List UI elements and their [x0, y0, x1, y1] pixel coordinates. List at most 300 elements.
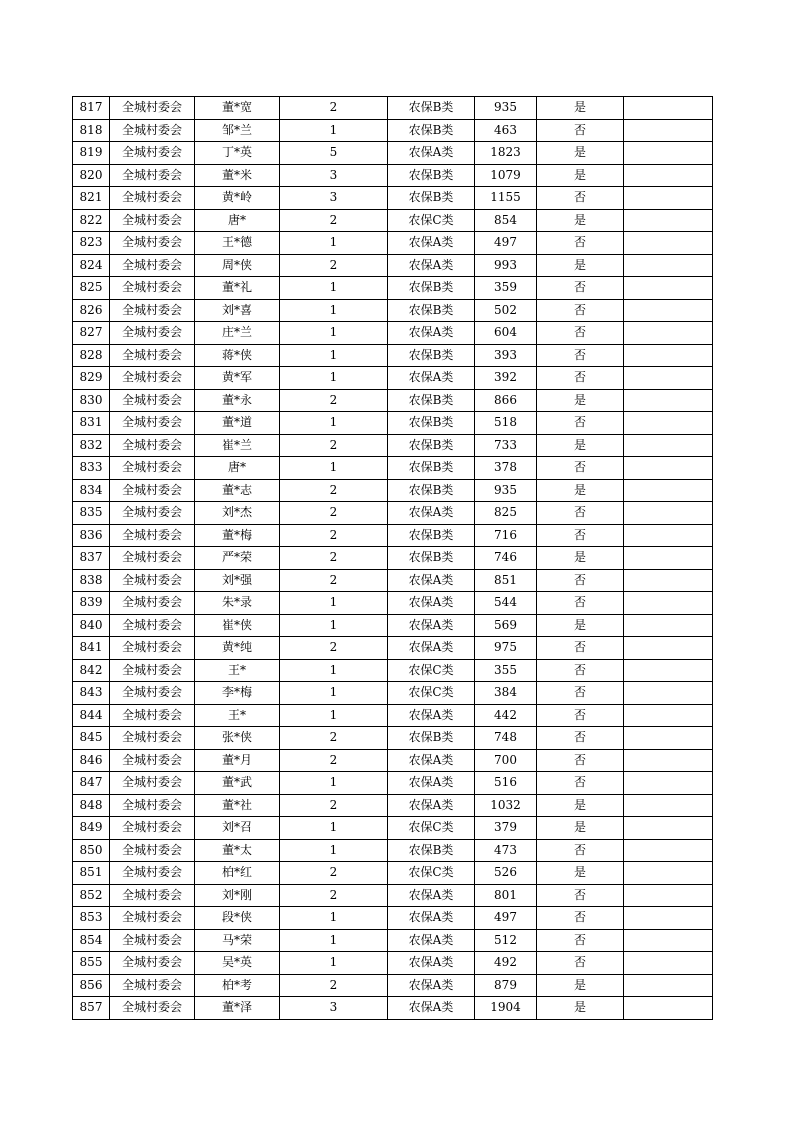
household-size-cell: 1	[280, 412, 388, 435]
village-committee-cell: 全城村委会	[110, 974, 195, 997]
insurance-category-cell: 农保B类	[388, 119, 475, 142]
household-size-cell: 1	[280, 322, 388, 345]
remark-cell	[624, 704, 713, 727]
table-row	[73, 502, 713, 525]
remark-cell	[624, 434, 713, 457]
amount-cell: 518	[475, 412, 537, 435]
remark-cell	[624, 682, 713, 705]
row-number-cell: 831	[73, 412, 110, 435]
row-number-cell: 843	[73, 682, 110, 705]
remark-cell	[624, 817, 713, 840]
village-committee-cell: 全城村委会	[110, 682, 195, 705]
amount-cell: 393	[475, 344, 537, 367]
household-size-cell: 1	[280, 952, 388, 975]
flag-cell: 否	[537, 907, 624, 930]
insurance-category-cell: 农保A类	[388, 772, 475, 795]
table-row	[73, 884, 713, 907]
insurance-category-cell: 农保B类	[388, 344, 475, 367]
household-size-cell: 1	[280, 299, 388, 322]
village-committee-cell: 全城村委会	[110, 749, 195, 772]
remark-cell	[624, 187, 713, 210]
remark-cell	[624, 794, 713, 817]
row-number-cell: 841	[73, 637, 110, 660]
household-size-cell: 2	[280, 547, 388, 570]
flag-cell: 是	[537, 547, 624, 570]
name-cell: 黄*岭	[195, 187, 280, 210]
insurance-category-cell: 农保B类	[388, 97, 475, 120]
roster-table	[72, 96, 713, 1020]
remark-cell	[624, 907, 713, 930]
name-cell: 黄*纯	[195, 637, 280, 660]
table-row	[73, 254, 713, 277]
name-cell: 刘*刚	[195, 884, 280, 907]
row-number-cell: 830	[73, 389, 110, 412]
insurance-category-cell: 农保B类	[388, 479, 475, 502]
row-number-cell: 833	[73, 457, 110, 480]
village-committee-cell: 全城村委会	[110, 389, 195, 412]
name-cell: 董*宽	[195, 97, 280, 120]
table-row	[73, 412, 713, 435]
remark-cell	[624, 142, 713, 165]
row-number-cell: 838	[73, 569, 110, 592]
amount-cell: 392	[475, 367, 537, 390]
insurance-category-cell: 农保A类	[388, 232, 475, 255]
household-size-cell: 2	[280, 209, 388, 232]
remark-cell	[624, 862, 713, 885]
village-committee-cell: 全城村委会	[110, 119, 195, 142]
row-number-cell: 825	[73, 277, 110, 300]
household-size-cell: 2	[280, 524, 388, 547]
amount-cell: 497	[475, 907, 537, 930]
insurance-category-cell: 农保B类	[388, 839, 475, 862]
village-committee-cell: 全城村委会	[110, 142, 195, 165]
household-size-cell: 1	[280, 614, 388, 637]
village-committee-cell: 全城村委会	[110, 637, 195, 660]
table-row	[73, 232, 713, 255]
row-number-cell: 852	[73, 884, 110, 907]
village-committee-cell: 全城村委会	[110, 839, 195, 862]
table-row	[73, 592, 713, 615]
flag-cell: 否	[537, 119, 624, 142]
row-number-cell: 855	[73, 952, 110, 975]
amount-cell: 879	[475, 974, 537, 997]
table-row	[73, 457, 713, 480]
village-committee-cell: 全城村委会	[110, 524, 195, 547]
household-size-cell: 2	[280, 569, 388, 592]
table-row	[73, 929, 713, 952]
flag-cell: 否	[537, 232, 624, 255]
name-cell: 黄*军	[195, 367, 280, 390]
remark-cell	[624, 119, 713, 142]
amount-cell: 512	[475, 929, 537, 952]
village-committee-cell: 全城村委会	[110, 884, 195, 907]
flag-cell: 否	[537, 277, 624, 300]
insurance-category-cell: 农保A类	[388, 794, 475, 817]
amount-cell: 516	[475, 772, 537, 795]
village-committee-cell: 全城村委会	[110, 952, 195, 975]
row-number-cell: 846	[73, 749, 110, 772]
amount-cell: 700	[475, 749, 537, 772]
flag-cell: 否	[537, 502, 624, 525]
row-number-cell: 837	[73, 547, 110, 570]
remark-cell	[624, 209, 713, 232]
flag-cell: 是	[537, 817, 624, 840]
row-number-cell: 850	[73, 839, 110, 862]
amount-cell: 851	[475, 569, 537, 592]
name-cell: 严*荣	[195, 547, 280, 570]
insurance-category-cell: 农保B类	[388, 412, 475, 435]
flag-cell: 是	[537, 974, 624, 997]
insurance-category-cell: 农保A类	[388, 367, 475, 390]
village-committee-cell: 全城村委会	[110, 614, 195, 637]
amount-cell: 801	[475, 884, 537, 907]
row-number-cell: 847	[73, 772, 110, 795]
insurance-category-cell: 农保B类	[388, 727, 475, 750]
name-cell: 吴*英	[195, 952, 280, 975]
remark-cell	[624, 412, 713, 435]
row-number-cell: 820	[73, 164, 110, 187]
household-size-cell: 1	[280, 772, 388, 795]
table-row	[73, 659, 713, 682]
household-size-cell: 2	[280, 974, 388, 997]
amount-cell: 378	[475, 457, 537, 480]
amount-cell: 604	[475, 322, 537, 345]
table-row	[73, 704, 713, 727]
name-cell: 柏*红	[195, 862, 280, 885]
name-cell: 刘*杰	[195, 502, 280, 525]
insurance-category-cell: 农保A类	[388, 974, 475, 997]
table-row	[73, 187, 713, 210]
name-cell: 庄*兰	[195, 322, 280, 345]
village-committee-cell: 全城村委会	[110, 569, 195, 592]
row-number-cell: 840	[73, 614, 110, 637]
amount-cell: 1032	[475, 794, 537, 817]
amount-cell: 733	[475, 434, 537, 457]
household-size-cell: 1	[280, 704, 388, 727]
insurance-category-cell: 农保B类	[388, 164, 475, 187]
insurance-category-cell: 农保A类	[388, 614, 475, 637]
flag-cell: 否	[537, 749, 624, 772]
amount-cell: 975	[475, 637, 537, 660]
household-size-cell: 2	[280, 862, 388, 885]
flag-cell: 否	[537, 457, 624, 480]
household-size-cell: 3	[280, 997, 388, 1020]
remark-cell	[624, 344, 713, 367]
insurance-category-cell: 农保B类	[388, 457, 475, 480]
remark-cell	[624, 592, 713, 615]
roster-body	[73, 97, 713, 1020]
remark-cell	[624, 772, 713, 795]
village-committee-cell: 全城村委会	[110, 254, 195, 277]
remark-cell	[624, 637, 713, 660]
amount-cell: 1079	[475, 164, 537, 187]
name-cell: 董*社	[195, 794, 280, 817]
name-cell: 刘*强	[195, 569, 280, 592]
row-number-cell: 817	[73, 97, 110, 120]
insurance-category-cell: 农保A类	[388, 704, 475, 727]
name-cell: 董*道	[195, 412, 280, 435]
table-row	[73, 119, 713, 142]
village-committee-cell: 全城村委会	[110, 457, 195, 480]
name-cell: 董*武	[195, 772, 280, 795]
household-size-cell: 2	[280, 479, 388, 502]
flag-cell: 是	[537, 434, 624, 457]
village-committee-cell: 全城村委会	[110, 164, 195, 187]
flag-cell: 否	[537, 727, 624, 750]
remark-cell	[624, 749, 713, 772]
insurance-category-cell: 农保A类	[388, 997, 475, 1020]
remark-cell	[624, 232, 713, 255]
flag-cell: 否	[537, 839, 624, 862]
flag-cell: 是	[537, 164, 624, 187]
amount-cell: 463	[475, 119, 537, 142]
row-number-cell: 856	[73, 974, 110, 997]
insurance-category-cell: 农保A类	[388, 929, 475, 952]
amount-cell: 569	[475, 614, 537, 637]
insurance-category-cell: 农保A类	[388, 637, 475, 660]
village-committee-cell: 全城村委会	[110, 412, 195, 435]
table-row	[73, 569, 713, 592]
row-number-cell: 854	[73, 929, 110, 952]
table-row	[73, 434, 713, 457]
flag-cell: 否	[537, 772, 624, 795]
name-cell: 董*月	[195, 749, 280, 772]
household-size-cell: 1	[280, 929, 388, 952]
amount-cell: 1904	[475, 997, 537, 1020]
table-row	[73, 907, 713, 930]
name-cell: 王*	[195, 704, 280, 727]
flag-cell: 否	[537, 952, 624, 975]
name-cell: 邹*兰	[195, 119, 280, 142]
row-number-cell: 824	[73, 254, 110, 277]
flag-cell: 是	[537, 479, 624, 502]
insurance-category-cell: 农保C类	[388, 682, 475, 705]
remark-cell	[624, 479, 713, 502]
row-number-cell: 842	[73, 659, 110, 682]
amount-cell: 716	[475, 524, 537, 547]
flag-cell: 否	[537, 682, 624, 705]
amount-cell: 935	[475, 97, 537, 120]
table-row	[73, 952, 713, 975]
village-committee-cell: 全城村委会	[110, 862, 195, 885]
insurance-category-cell: 农保B类	[388, 299, 475, 322]
name-cell: 唐*	[195, 457, 280, 480]
flag-cell: 否	[537, 704, 624, 727]
household-size-cell: 1	[280, 457, 388, 480]
flag-cell: 否	[537, 322, 624, 345]
name-cell: 董*太	[195, 839, 280, 862]
village-committee-cell: 全城村委会	[110, 187, 195, 210]
village-committee-cell: 全城村委会	[110, 704, 195, 727]
table-row	[73, 682, 713, 705]
amount-cell: 1155	[475, 187, 537, 210]
village-committee-cell: 全城村委会	[110, 232, 195, 255]
household-size-cell: 5	[280, 142, 388, 165]
household-size-cell: 1	[280, 907, 388, 930]
remark-cell	[624, 929, 713, 952]
remark-cell	[624, 547, 713, 570]
insurance-category-cell: 农保A类	[388, 142, 475, 165]
amount-cell: 384	[475, 682, 537, 705]
insurance-category-cell: 农保C类	[388, 862, 475, 885]
table-row	[73, 614, 713, 637]
household-size-cell: 2	[280, 749, 388, 772]
remark-cell	[624, 952, 713, 975]
village-committee-cell: 全城村委会	[110, 479, 195, 502]
village-committee-cell: 全城村委会	[110, 997, 195, 1020]
row-number-cell: 835	[73, 502, 110, 525]
row-number-cell: 832	[73, 434, 110, 457]
name-cell: 王*	[195, 659, 280, 682]
village-committee-cell: 全城村委会	[110, 727, 195, 750]
name-cell: 张*侠	[195, 727, 280, 750]
amount-cell: 502	[475, 299, 537, 322]
name-cell: 王*德	[195, 232, 280, 255]
flag-cell: 否	[537, 637, 624, 660]
household-size-cell: 3	[280, 187, 388, 210]
name-cell: 蒋*侠	[195, 344, 280, 367]
village-committee-cell: 全城村委会	[110, 794, 195, 817]
remark-cell	[624, 839, 713, 862]
flag-cell: 否	[537, 412, 624, 435]
village-committee-cell: 全城村委会	[110, 502, 195, 525]
row-number-cell: 857	[73, 997, 110, 1020]
insurance-category-cell: 农保A类	[388, 952, 475, 975]
row-number-cell: 836	[73, 524, 110, 547]
village-committee-cell: 全城村委会	[110, 97, 195, 120]
name-cell: 唐*	[195, 209, 280, 232]
name-cell: 董*礼	[195, 277, 280, 300]
row-number-cell: 829	[73, 367, 110, 390]
flag-cell: 否	[537, 884, 624, 907]
table-row	[73, 389, 713, 412]
amount-cell: 442	[475, 704, 537, 727]
row-number-cell: 848	[73, 794, 110, 817]
household-size-cell: 2	[280, 502, 388, 525]
flag-cell: 否	[537, 524, 624, 547]
village-committee-cell: 全城村委会	[110, 322, 195, 345]
household-size-cell: 2	[280, 97, 388, 120]
amount-cell: 1823	[475, 142, 537, 165]
row-number-cell: 851	[73, 862, 110, 885]
amount-cell: 355	[475, 659, 537, 682]
row-number-cell: 823	[73, 232, 110, 255]
insurance-category-cell: 农保B类	[388, 434, 475, 457]
flag-cell: 是	[537, 389, 624, 412]
table-row	[73, 637, 713, 660]
insurance-category-cell: 农保A类	[388, 254, 475, 277]
flag-cell: 否	[537, 187, 624, 210]
row-number-cell: 821	[73, 187, 110, 210]
insurance-category-cell: 农保A类	[388, 749, 475, 772]
remark-cell	[624, 614, 713, 637]
table-row	[73, 817, 713, 840]
table-row	[73, 862, 713, 885]
row-number-cell: 822	[73, 209, 110, 232]
amount-cell: 526	[475, 862, 537, 885]
household-size-cell: 1	[280, 344, 388, 367]
insurance-category-cell: 农保B类	[388, 524, 475, 547]
village-committee-cell: 全城村委会	[110, 367, 195, 390]
name-cell: 李*梅	[195, 682, 280, 705]
name-cell: 崔*兰	[195, 434, 280, 457]
insurance-category-cell: 农保A类	[388, 502, 475, 525]
flag-cell: 否	[537, 592, 624, 615]
name-cell: 崔*侠	[195, 614, 280, 637]
name-cell: 刘*喜	[195, 299, 280, 322]
amount-cell: 379	[475, 817, 537, 840]
village-committee-cell: 全城村委会	[110, 434, 195, 457]
flag-cell: 是	[537, 997, 624, 1020]
household-size-cell: 2	[280, 794, 388, 817]
table-row	[73, 164, 713, 187]
row-number-cell: 853	[73, 907, 110, 930]
name-cell: 董*志	[195, 479, 280, 502]
village-committee-cell: 全城村委会	[110, 344, 195, 367]
insurance-category-cell: 农保C类	[388, 659, 475, 682]
insurance-category-cell: 农保A类	[388, 907, 475, 930]
village-committee-cell: 全城村委会	[110, 592, 195, 615]
row-number-cell: 818	[73, 119, 110, 142]
amount-cell: 866	[475, 389, 537, 412]
remark-cell	[624, 569, 713, 592]
flag-cell: 是	[537, 614, 624, 637]
name-cell: 马*荣	[195, 929, 280, 952]
table-row	[73, 794, 713, 817]
table-row	[73, 524, 713, 547]
household-size-cell: 2	[280, 254, 388, 277]
amount-cell: 854	[475, 209, 537, 232]
row-number-cell: 834	[73, 479, 110, 502]
remark-cell	[624, 299, 713, 322]
household-size-cell: 1	[280, 817, 388, 840]
table-row	[73, 974, 713, 997]
village-committee-cell: 全城村委会	[110, 209, 195, 232]
remark-cell	[624, 367, 713, 390]
amount-cell: 473	[475, 839, 537, 862]
amount-cell: 993	[475, 254, 537, 277]
remark-cell	[624, 997, 713, 1020]
household-size-cell: 1	[280, 592, 388, 615]
row-number-cell: 826	[73, 299, 110, 322]
household-size-cell: 1	[280, 659, 388, 682]
village-committee-cell: 全城村委会	[110, 929, 195, 952]
remark-cell	[624, 164, 713, 187]
insurance-category-cell: 农保C类	[388, 817, 475, 840]
remark-cell	[624, 502, 713, 525]
table-row	[73, 839, 713, 862]
amount-cell: 497	[475, 232, 537, 255]
remark-cell	[624, 254, 713, 277]
remark-cell	[624, 277, 713, 300]
household-size-cell: 1	[280, 682, 388, 705]
amount-cell: 359	[475, 277, 537, 300]
row-number-cell: 819	[73, 142, 110, 165]
amount-cell: 746	[475, 547, 537, 570]
insurance-category-cell: 农保C类	[388, 209, 475, 232]
table-row	[73, 299, 713, 322]
remark-cell	[624, 884, 713, 907]
flag-cell: 否	[537, 929, 624, 952]
flag-cell: 是	[537, 97, 624, 120]
flag-cell: 是	[537, 794, 624, 817]
table-row	[73, 277, 713, 300]
flag-cell: 是	[537, 254, 624, 277]
flag-cell: 是	[537, 142, 624, 165]
flag-cell: 否	[537, 299, 624, 322]
row-number-cell: 827	[73, 322, 110, 345]
remark-cell	[624, 659, 713, 682]
